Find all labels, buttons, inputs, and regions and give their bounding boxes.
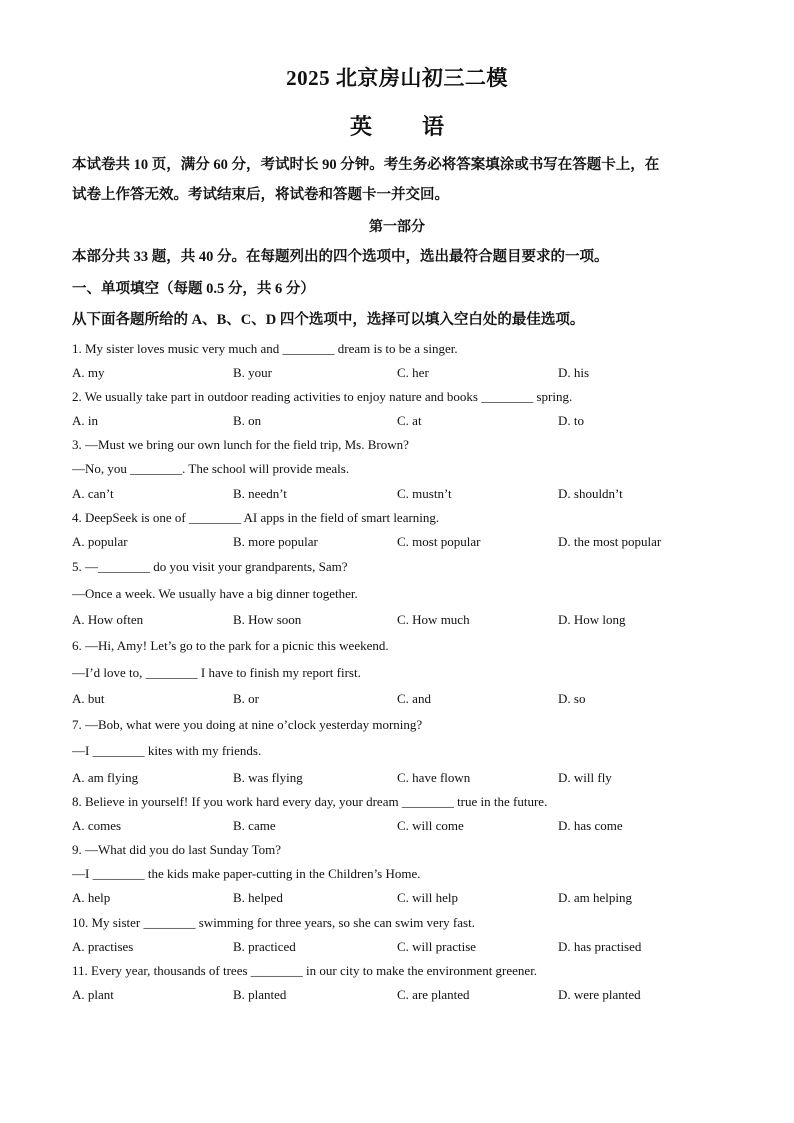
section-heading: 一、单项填空（每题 0.5 分，共 6 分） [72,281,315,297]
question-3-reply: —No, you ________. The school will provide meals. [72,461,350,476]
option-b: B. more popular [233,534,318,549]
instruction-line-2: 试卷上作答无效。考试结束后，将试卷和答题卡一并交回。 [72,187,449,203]
question-3: 3. —Must we bring our own lunch for the field trip, Ms. Brown? [72,437,409,452]
part-description: 本部分共 33 题，共 40 分。在每题列出的四个选项中，选出最符合题目要求的一项。 [72,249,609,265]
option-a: A. in [72,413,98,428]
question-1: 1. My sister loves music very much and ________ dream is to be a singer. [72,341,458,356]
option-d: D. shouldn’t [558,486,623,501]
option-a: A. am flying [72,770,139,785]
option-c: C. have flown [397,770,471,785]
option-d: D. were planted [558,987,641,1002]
question-11: 11. Every year, thousands of trees ________ in our city to make the environment greener. [72,963,538,978]
option-b: B. practiced [233,939,296,954]
option-a: A. my [72,365,105,380]
question-4: 4. DeepSeek is one of ________ AI apps in the field of smart learning. [72,510,440,525]
option-d: D. will fly [558,770,612,785]
option-b: B. How soon [233,612,302,627]
option-b: B. your [233,365,272,380]
option-a: A. plant [72,987,114,1002]
option-d: D. so [558,691,586,706]
option-a: A. comes [72,818,122,833]
option-b: B. on [233,413,262,428]
question-5: 5. —________ do you visit your grandparents, Sam? [72,559,348,574]
subject-title [0,110,794,141]
question-7: 7. —Bob, what were you doing at nine o’clock yesterday morning? [72,717,423,732]
option-c: C. most popular [397,534,481,549]
option-a: A. How often [72,612,144,627]
exam-instructions [72,150,724,210]
exam-title: 2025 北京房山初三二模 [286,66,508,90]
option-c: C. mustn’t [397,486,452,501]
option-a: A. popular [72,534,128,549]
option-c: C. her [397,365,429,380]
option-d: D. has come [558,818,623,833]
subject-char-2: 语 [422,114,445,139]
option-d: D. has practised [558,939,642,954]
subject-char-1: 英 [350,114,373,139]
option-c: C. How much [397,612,470,627]
option-d: D. his [558,365,590,380]
option-d: D. How long [558,612,626,627]
option-b: B. planted [233,987,287,1002]
question-6-reply: —I’d love to, ________ I have to finish my report first. [72,665,361,680]
option-a: A. but [72,691,105,706]
option-a: A. help [72,890,111,905]
option-d: D. to [558,413,584,428]
option-b: B. or [233,691,259,706]
instruction-line-1: 本试卷共 10 页，满分 60 分，考试时长 90 分钟。考生务必将答案填涂或书写在答题卡上，在 [72,157,660,173]
option-d: D. am helping [558,890,633,905]
question-6: 6. —Hi, Amy! Let’s go to the park for a picnic this weekend. [72,638,389,653]
option-c: C. will practise [397,939,477,954]
question-7-reply: —I ________ kites with my friends. [72,743,262,758]
option-b: B. was flying [233,770,303,785]
section-instruction: 从下面各题所给的 A、B、C、D 四个选项中，选择可以填入空白处的最佳选项。 [72,312,585,328]
option-b: B. came [233,818,276,833]
option-c: C. at [397,413,422,428]
option-b: B. helped [233,890,283,905]
part-heading: 第一部分 [369,220,425,235]
option-c: C. will help [397,890,459,905]
option-b: B. needn’t [233,486,287,501]
option-d: D. the most popular [558,534,662,549]
question-5-reply: —Once a week. We usually have a big dinner together. [72,586,358,601]
option-c: C. and [397,691,431,706]
option-a: A. practises [72,939,134,954]
question-10: 10. My sister ________ swimming for three years, so she can swim very fast. [72,915,475,930]
question-9: 9. —What did you do last Sunday Tom? [72,842,281,857]
question-8: 8. Believe in yourself! If you work hard every day, your dream ________ true in the future. [72,794,548,809]
question-9-reply: —I ________ the kids make paper-cutting in the Children’s Home. [72,866,421,881]
option-a: A. can’t [72,486,114,501]
option-c: C. are planted [397,987,470,1002]
option-c: C. will come [397,818,464,833]
question-2: 2. We usually take part in outdoor reading activities to enjoy nature and books ________ spring. [72,389,573,404]
